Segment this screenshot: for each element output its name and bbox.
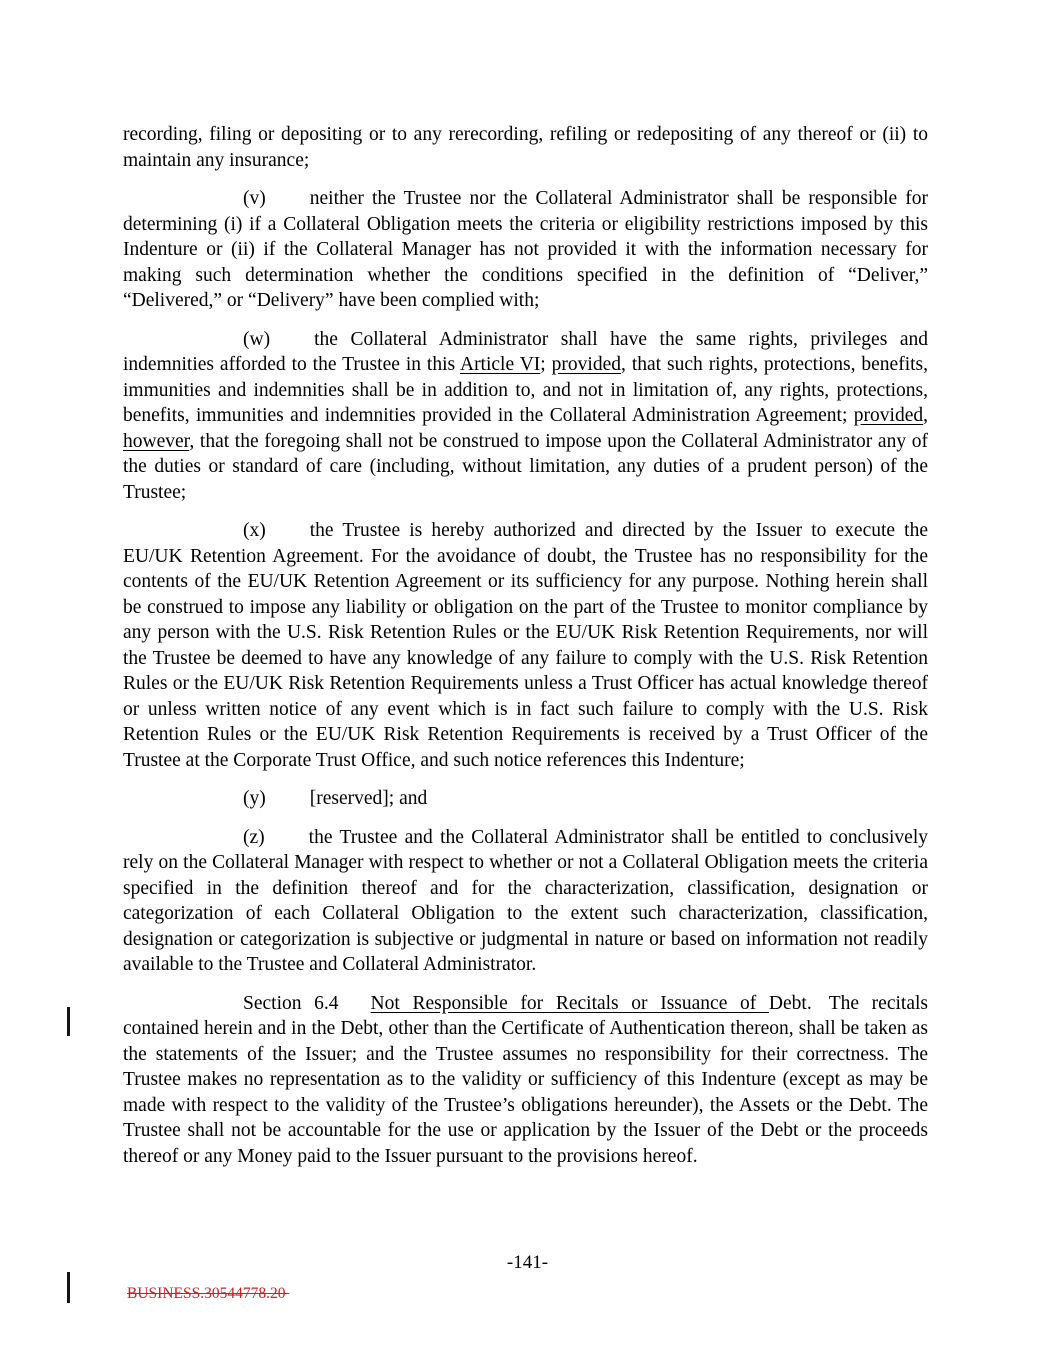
clause-w-label: (w)	[243, 328, 271, 350]
paragraph-continuation-text: recording, filing or depositing or to any rerecording, refiling or redepositing of any thereof or (ii) to maintain any insurance;	[123, 124, 928, 171]
clause-v-text: neither the Trustee nor the Collateral Administrator shall be responsible for determining (i) if a Collateral Obligation meets the criteria or eligibility restrictions imposed by this Indenture or (ii) if the Collateral Manager has not provided it with the information necessary for making such determination whether the conditions specified in the definition of “Deliver,” “Delivered,” or “Delivery” have been complied with;	[123, 188, 928, 311]
paragraph-clause-z	[123, 825, 928, 978]
paragraph-section-6-4	[123, 991, 928, 1170]
paragraph-clause-v	[123, 186, 928, 314]
clause-y-label: (y)	[243, 788, 266, 809]
clause-z-text: the Trustee and the Collateral Administrator shall be entitled to conclusively rely on the Collateral Manager with respect to whether or not a Collateral Obligation meets the criteria specified in the definition thereof and for the characterization, classification, designation or categorization of each Collateral Obligation to the extent such characterization, classification, designation or categorization is subjective or judgmental in nature or based on information not readily available to the Trustee and Collateral Administrator.	[123, 826, 928, 975]
document-text-block	[123, 122, 928, 1182]
paragraph-clause-w	[123, 327, 928, 506]
paragraph-continuation	[123, 122, 928, 173]
change-bar-footer	[67, 1272, 70, 1303]
document-id-struck: BUSINESS.30544778.20	[127, 1285, 290, 1302]
page-number: -141-	[506, 1252, 549, 1273]
paragraph-clause-x	[123, 518, 928, 773]
clause-y-text: [reserved]; and	[309, 788, 428, 809]
clause-z-label: (z)	[243, 826, 265, 848]
section-6-4-text: Not Responsible for Recitals or Issuance of Debt. The recitals contained herein and in the Debt, other than the Certificate of Authentication thereon, shall be taken as the statements of the Issuer; and the Trustee assumes no responsibility for their correctness. The Trustee makes no representation as to the validity or sufficiency of this Indenture (except as may be made with respect to the validity of the Trustee’s obligations hereunder), the Assets or the Debt. The Trustee shall not be accountable for the use or application by the Issuer of the Debt or the proceeds thereof or any Money paid to the Issuer pursuant to the provisions hereof.	[123, 992, 928, 1167]
paragraph-clause-y	[123, 786, 928, 812]
change-bar-section	[67, 1007, 70, 1036]
clause-w-text: the Collateral Administrator shall have the same rights, privileges and indemnities afforded to the Trustee in this Article VI; provided, that such rights, protections, benefits, immunities and indemnities shall be in addition to, and not in limitation of, any rights, protections, benefits, immunities and indemnities provided in the Collateral Administration Agreement; provided, however, that the foregoing shall not be construed to impose upon the Collateral Administrator any of the duties or standard of care (including, without limitation, any duties of a prudent person) of the Trustee;	[123, 328, 928, 503]
clause-x-text: the Trustee is hereby authorized and directed by the Issuer to execute the EU/UK Retention Agreement. For the avoidance of doubt, the Trustee has no responsibility for the contents of the EU/UK Retention Agreement or its sufficiency for any purpose. Nothing herein shall be construed to impose any liability or obligation on the part of the Trustee to monitor compliance by any person with the U.S. Risk Retention Rules or the EU/UK Risk Retention Requirements, nor will the Trustee be deemed to have any knowledge of any failure to comply with the U.S. Risk Retention Rules or the EU/UK Risk Retention Requirements unless a Trust Officer has actual knowledge thereof or unless written notice of any event which is in fact such failure to comply with the U.S. Risk Retention Rules or the EU/UK Risk Retention Requirements is received by a Trust Officer of the Trustee at the Corporate Trust Office, and such notice references this Indenture;	[123, 520, 928, 771]
clause-v-label: (v)	[243, 188, 266, 209]
clause-x-label: (x)	[243, 520, 266, 541]
section-6-4-label: Section 6.4	[243, 992, 339, 1014]
